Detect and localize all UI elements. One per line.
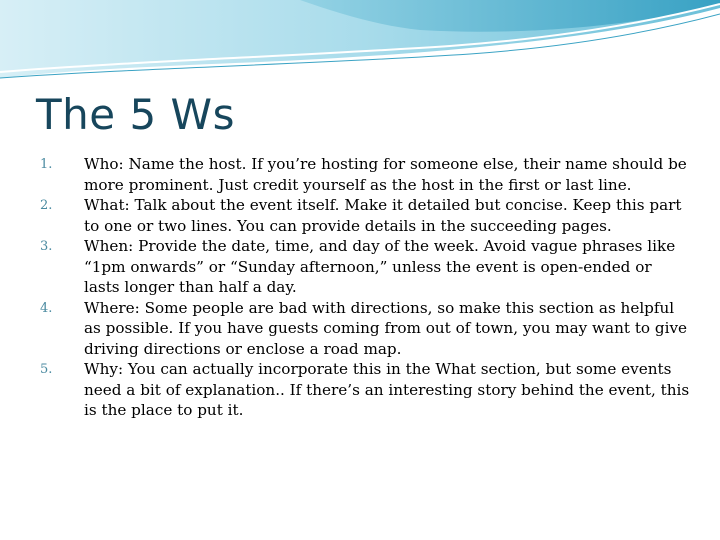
list-item-text: What: Talk about the event itself. Make it detailed but concise. Keep this part to one or two lines. You can provide details in the succeeding pages. [84,196,682,235]
list-item [40,359,690,421]
list-item-text: When: Provide the date, time, and day of the week. Avoid vague phrases like “1pm onwards” or “Sunday afternoon,” unless the event is open-ended or lasts longer than half a day. [84,237,676,296]
list-item-number: 3. [40,239,53,254]
list-item-text: Why: You can actually incorporate this in the What section, but some events need a bit of explanation.. If there’s an interesting story behind the event, this is the place to put it. [84,360,690,419]
list-item [40,195,690,236]
list-item-text: Who: Name the host. If you’re hosting for someone else, their name should be more prominent. Just credit yourself as the host in the first or last line. [84,155,687,194]
numbered-list [40,154,690,421]
list-item-text: Where: Some people are bad with directions, so make this section as helpful as possible. If you have guests coming from out of town, you may want to give driving directions or enclose a road map. [84,298,688,358]
list-item-number: 2. [40,198,53,213]
list-item-number: 1. [40,157,53,172]
list-item-number: 5. [40,362,53,377]
list-item-number: 4. [40,300,53,316]
header-wave-decoration [0,0,720,90]
list-item [40,298,690,360]
slide-title: The 5 Ws [36,90,235,139]
list-item [40,236,690,298]
list-item [40,154,690,195]
